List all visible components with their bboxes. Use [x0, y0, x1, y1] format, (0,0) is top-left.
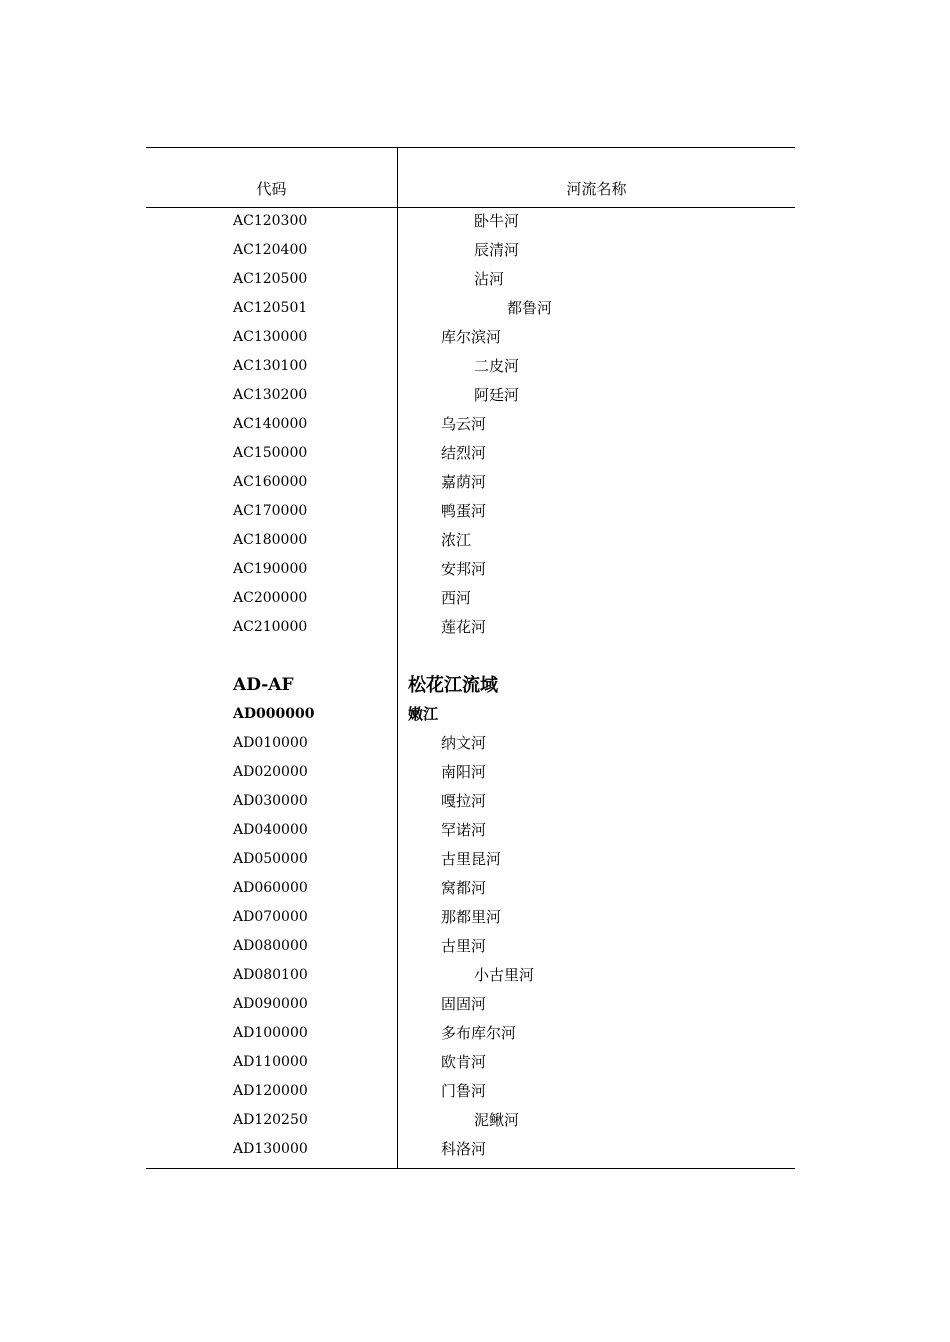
table-row: [146, 700, 795, 729]
river-code: AD000000: [233, 706, 315, 722]
table-row: [146, 903, 795, 932]
river-name: 那都里河: [441, 908, 502, 926]
table-row: [146, 468, 795, 497]
river-name: 结烈河: [441, 444, 487, 462]
river-name: 固固河: [441, 995, 487, 1013]
river-code: AD060000: [233, 880, 308, 896]
river-name: 鸭蛋河: [441, 502, 487, 520]
river-code: AD020000: [233, 764, 308, 780]
table-row: [146, 642, 795, 671]
table-row: [146, 1106, 795, 1135]
river-code: AD120250: [233, 1112, 308, 1128]
river-code: AC120500: [233, 271, 308, 287]
table-row: [146, 236, 795, 265]
river-name: 西河: [441, 589, 472, 607]
table-row: [146, 410, 795, 439]
river-code: AD080100: [233, 967, 308, 983]
river-code: AC130000: [233, 329, 308, 345]
table-row: [146, 787, 795, 816]
river-name: 南阳河: [441, 763, 487, 781]
table-row: [146, 758, 795, 787]
river-name: 安邦河: [441, 560, 487, 578]
river-name: 莲花河: [441, 618, 487, 636]
table-row: [146, 497, 795, 526]
table-row: [146, 1048, 795, 1077]
table-row: [146, 961, 795, 990]
table-row: [146, 381, 795, 410]
river-code: AD090000: [233, 996, 308, 1012]
river-name: 浓江: [441, 531, 472, 549]
river-name: 科洛河: [441, 1140, 487, 1158]
river-code: AC120501: [233, 300, 308, 316]
river-code: AC130200: [233, 387, 308, 403]
river-name: 松花江流域: [408, 675, 498, 696]
river-name: 罕诺河: [441, 821, 487, 839]
table-row: [146, 1135, 795, 1164]
table-row: [146, 845, 795, 874]
river-code: AD030000: [233, 793, 308, 809]
river-code: AC190000: [233, 561, 308, 577]
river-code: AC180000: [233, 532, 308, 548]
table-row: [146, 584, 795, 613]
table-row: [146, 1077, 795, 1106]
river-code: AC120400: [233, 242, 308, 258]
river-name: 卧牛河: [474, 212, 520, 230]
river-code: AD130000: [233, 1141, 308, 1157]
river-name: 都鲁河: [507, 299, 553, 317]
table-row: [146, 613, 795, 642]
header-code: 代码: [256, 180, 287, 198]
river-code: AD010000: [233, 735, 308, 751]
river-name: 小古里河: [474, 966, 535, 984]
river-name: 阿廷河: [474, 386, 520, 404]
river-code: AC140000: [233, 416, 308, 432]
river-name: 窝都河: [441, 879, 487, 897]
river-code: AD080000: [233, 938, 308, 954]
river-name: 嫩江: [408, 705, 439, 723]
table-row: [146, 352, 795, 381]
river-code: AD-AF: [233, 675, 294, 695]
river-code: AC130100: [233, 358, 308, 374]
river-code: AD110000: [233, 1054, 308, 1070]
table-row: [146, 323, 795, 352]
river-code: AD120000: [233, 1083, 308, 1099]
river-code: AC170000: [233, 503, 308, 519]
river-code: AD070000: [233, 909, 308, 925]
river-name: 库尔滨河: [441, 328, 502, 346]
river-code-table: [146, 147, 795, 1169]
river-name: 嘉荫河: [441, 473, 487, 491]
table-row: [146, 729, 795, 758]
river-code: AC200000: [233, 590, 308, 606]
river-code: AD050000: [233, 851, 308, 867]
table-row: [146, 990, 795, 1019]
table-row: [146, 265, 795, 294]
river-code: AD100000: [233, 1025, 308, 1041]
header-river-name: 河流名称: [566, 180, 627, 198]
table-row: [146, 555, 795, 584]
table-row: [146, 207, 795, 236]
river-name: 欧肯河: [441, 1053, 487, 1071]
river-code: AC160000: [233, 474, 308, 490]
table-row: [146, 439, 795, 468]
river-name: 门鲁河: [441, 1082, 487, 1100]
river-name: 沾河: [474, 270, 505, 288]
river-name: 古里昆河: [441, 850, 502, 868]
river-name: 乌云河: [441, 415, 487, 433]
river-name: 辰清河: [474, 241, 520, 259]
table-row: [146, 1019, 795, 1048]
river-code: AD040000: [233, 822, 308, 838]
table-row: [146, 526, 795, 555]
table-row: [146, 874, 795, 903]
river-name: 纳文河: [441, 734, 487, 752]
river-code: AC150000: [233, 445, 308, 461]
river-name: 嘎拉河: [441, 792, 487, 810]
river-code: AC210000: [233, 619, 308, 635]
river-name: 古里河: [441, 937, 487, 955]
section-row: [146, 671, 795, 700]
river-code: AC120300: [233, 213, 308, 229]
river-name: 泥鳅河: [474, 1111, 520, 1129]
river-name: 二皮河: [474, 357, 520, 375]
river-name: 多布库尔河: [441, 1024, 517, 1042]
table-row: [146, 932, 795, 961]
table-row: [146, 294, 795, 323]
table-row: [146, 816, 795, 845]
